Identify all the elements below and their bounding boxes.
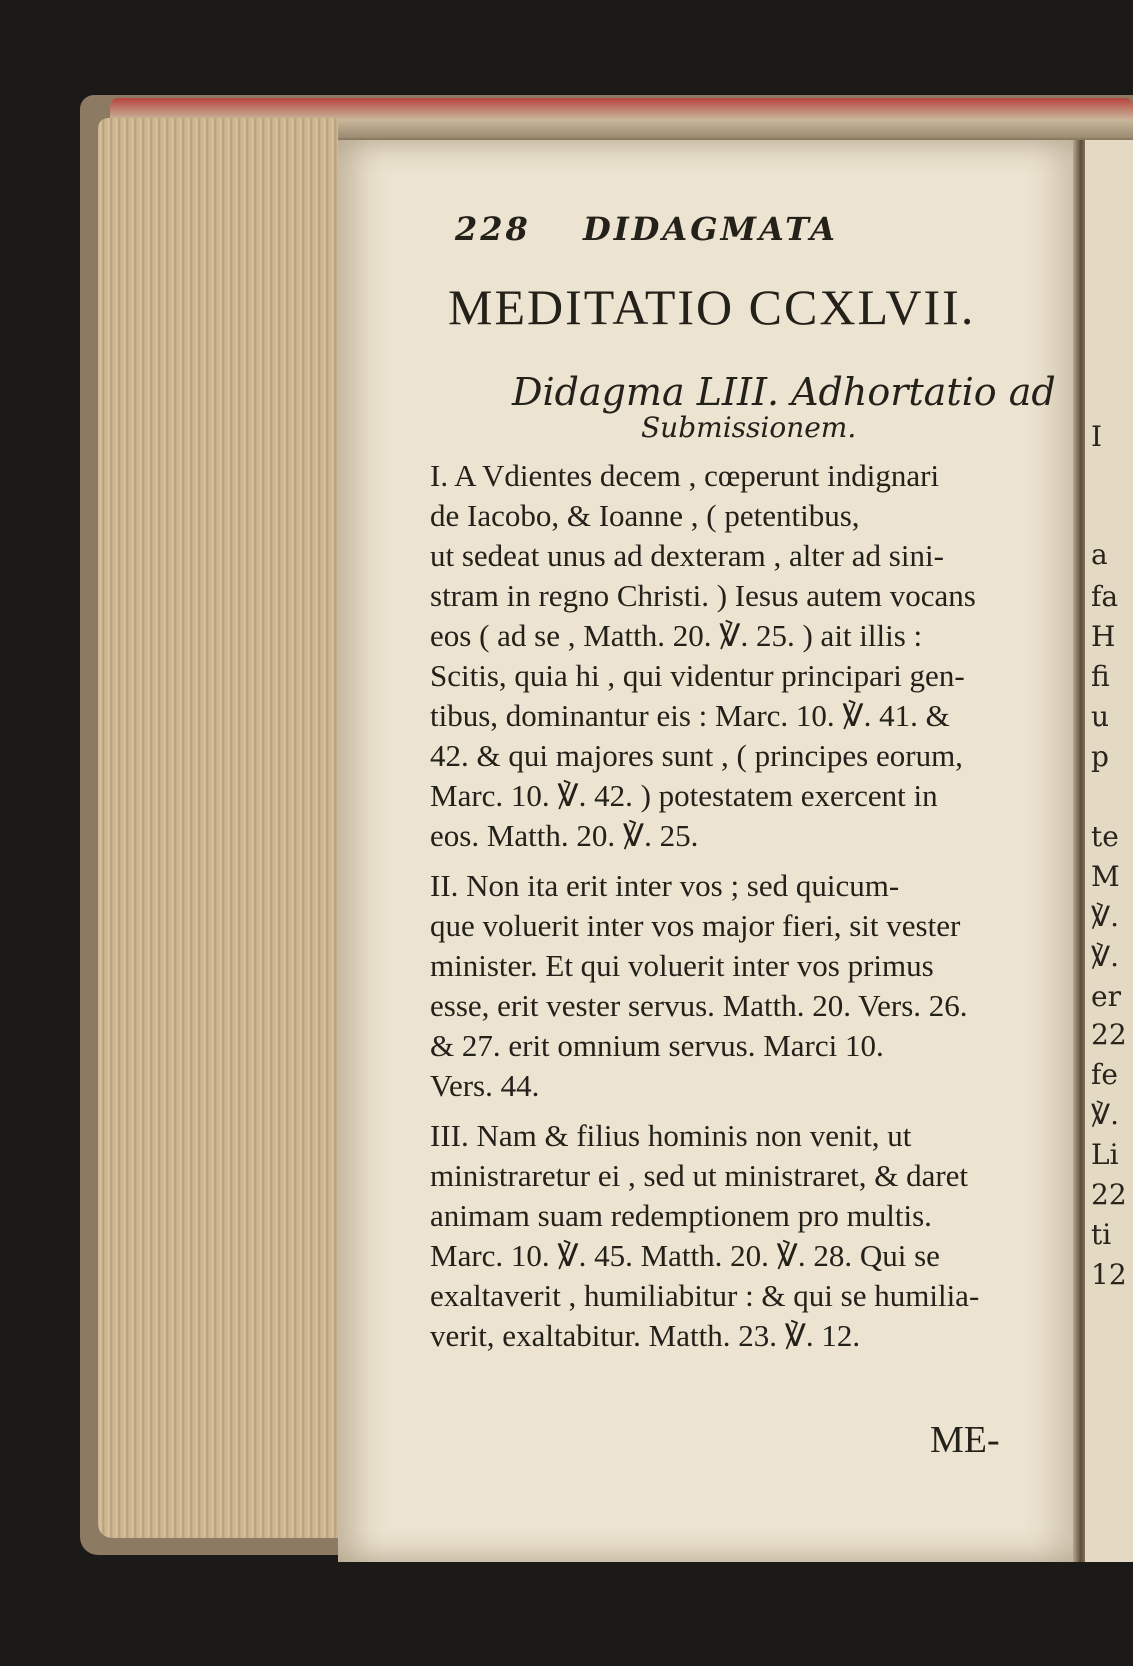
facing-fragment: ℣.: [1091, 1098, 1120, 1131]
text-line: ministraretur ei , sed ut ministraret, & daret: [430, 1158, 969, 1193]
facing-fragment: ℣.: [1091, 940, 1120, 973]
text-line: esse, erit vester servus. Matth. 20. Vers. 26.: [430, 988, 968, 1023]
facing-fragment: 22: [1091, 1018, 1127, 1051]
text-line: exaltaverit , humiliabitur : & qui se humilia-: [430, 1278, 980, 1313]
text-line: minister. Et qui voluerit inter vos primus: [430, 948, 934, 983]
text-line: que voluerit inter vos major fieri, sit vester: [430, 908, 961, 943]
subtitle-line-2: Submissionem.: [641, 411, 857, 444]
text-line: de Iacobo, & Ioanne , ( petentibus,: [430, 498, 860, 533]
text-line: 42. & qui majores sunt , ( principes eorum,: [430, 738, 963, 773]
text-line: Marc. 10. ℣. 42. ) potestatem exercent in: [430, 778, 938, 813]
text-line: stram in regno Christi. ) Iesus autem vocans: [430, 578, 976, 613]
facing-fragment: H: [1091, 620, 1116, 653]
page-number: 228: [455, 210, 531, 248]
page-edges: [98, 118, 338, 1538]
running-head-title: DIDAGMATA: [582, 210, 838, 248]
facing-fragment: Li: [1091, 1138, 1119, 1171]
facing-fragment: ti: [1091, 1218, 1112, 1251]
right-page-fragment: [1085, 140, 1133, 1562]
text-line: & 27. erit omnium servus. Marci 10.: [430, 1028, 884, 1063]
text-line: Marc. 10. ℣. 45. Matth. 20. ℣. 28. Qui se: [430, 1238, 940, 1273]
text-line: Scitis, quia hi , qui videntur principari gen-: [430, 658, 965, 693]
running-head: [455, 210, 838, 248]
facing-fragment: p: [1091, 740, 1109, 773]
facing-fragment: u: [1091, 700, 1110, 733]
facing-fragment: ℣.: [1091, 900, 1120, 933]
facing-fragment: te: [1091, 820, 1119, 853]
facing-fragment: er: [1091, 980, 1121, 1013]
text-line: Vers. 44.: [430, 1068, 540, 1103]
catchword: ME-: [930, 1419, 1000, 1461]
text-line: eos. Matth. 20. ℣. 25.: [430, 818, 699, 853]
facing-fragment: a: [1091, 538, 1108, 571]
subtitle-line-1: Didagma LIII. Adhortatio ad: [512, 370, 1056, 414]
text-line: animam suam redemptionem pro multis.: [430, 1198, 932, 1233]
text-line: verit, exaltabitur. Matth. 23. ℣. 12.: [430, 1318, 861, 1353]
text-line: eos ( ad se , Matth. 20. ℣. 25. ) ait illis :: [430, 618, 923, 653]
facing-fragment: fa: [1091, 580, 1119, 613]
text-line: tibus, dominantur eis : Marc. 10. ℣. 41. &: [430, 698, 950, 733]
facing-fragment: 12: [1091, 1258, 1127, 1291]
text-line: II. Non ita erit inter vos ; sed quicum-: [430, 868, 900, 903]
facing-fragment: fe: [1091, 1058, 1118, 1091]
meditation-title: MEDITATIO CCXLVII.: [448, 279, 976, 335]
text-line: ut sedeat unus ad dexteram , alter ad sini-: [430, 538, 944, 573]
facing-fragment: 22: [1091, 1178, 1127, 1211]
text-line: I. A Vdientes decem , cœperunt indignari: [430, 458, 940, 493]
facing-fragment: fi: [1091, 660, 1110, 693]
facing-fragment: M: [1091, 860, 1120, 893]
facing-fragment: I: [1091, 420, 1103, 453]
text-line: III. Nam & filius hominis non venit, ut: [430, 1118, 912, 1153]
